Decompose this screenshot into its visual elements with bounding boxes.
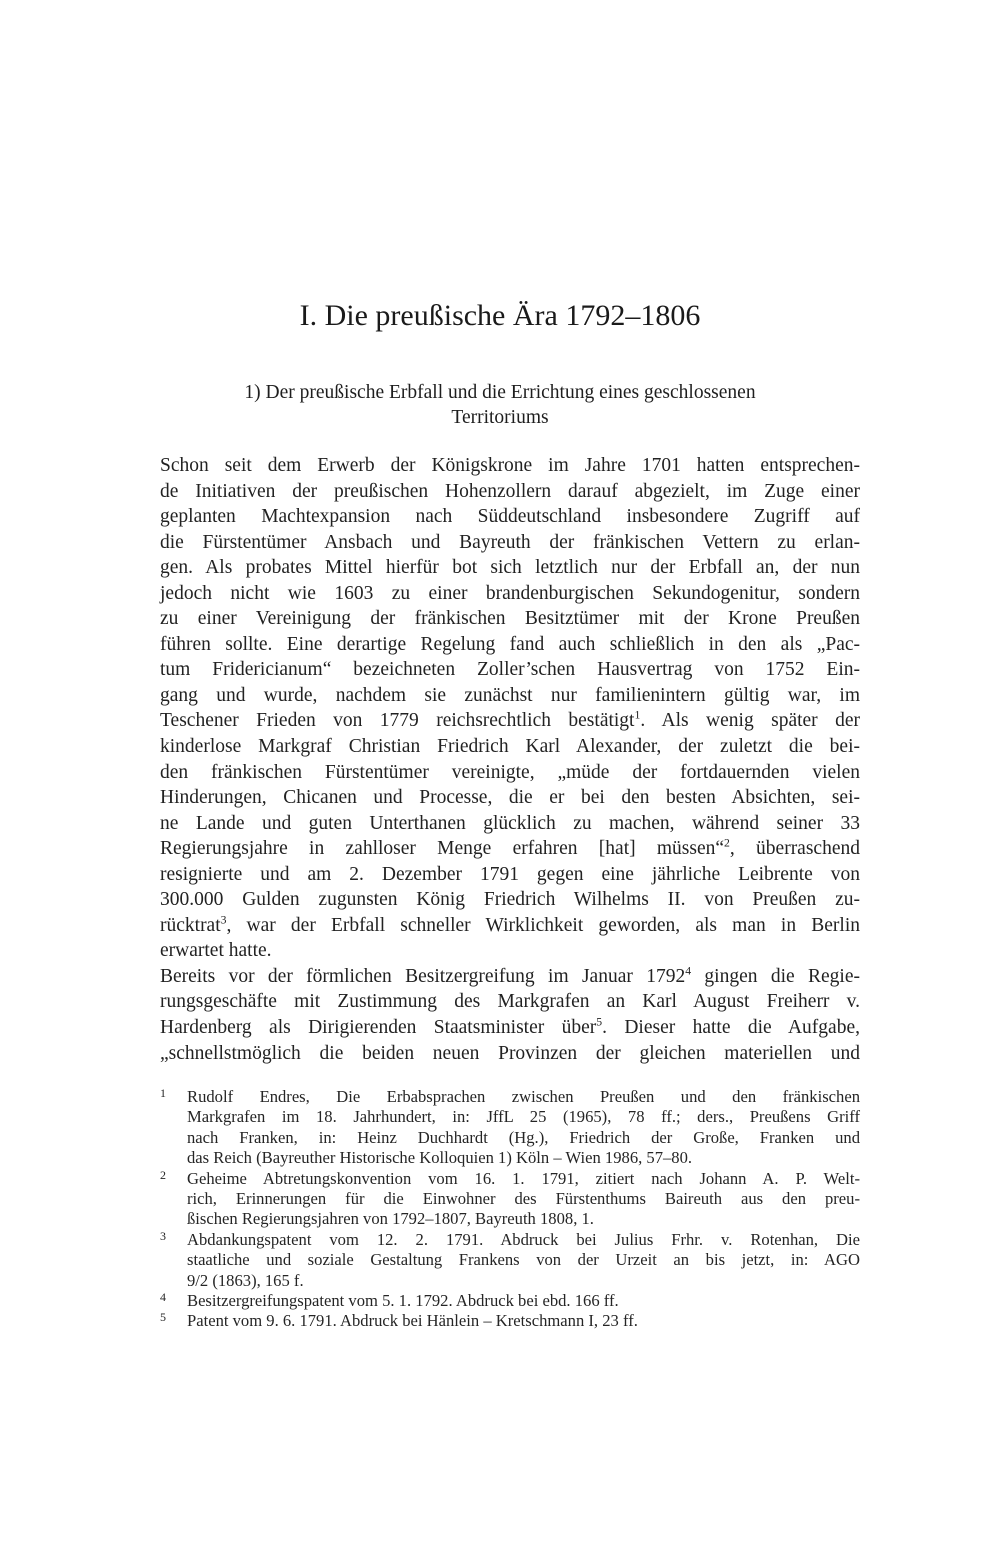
body-text-fragment: rücktrat (160, 914, 221, 936)
footnote-4 (160, 1291, 860, 1311)
body-text-fragment: Regierungsjahre in zahlloser Menge erfahren [hat] müssen“ (160, 838, 725, 860)
footnote-ref-1[interactable]: 1 (634, 708, 641, 722)
body-line: die Fürstentümer Ansbach und Bayreuth der fränkischen Vettern zu erlan- (160, 531, 860, 553)
footnote-ref-5[interactable]: 5 (596, 1015, 603, 1029)
chapter-title: I. Die preußische Ära 1792–1806 (299, 299, 701, 332)
section-title-line: Territoriums (451, 407, 549, 428)
body-line: „schnellstmöglich die beiden neuen Provinzen der gleichen materiellen und (160, 1042, 860, 1064)
body-line (160, 1015, 860, 1041)
body-line: 300.000 Gulden zugunsten König Friedrich Wilhelms II. von Preußen zu- (160, 889, 860, 911)
footnote-5 (160, 1311, 860, 1331)
body-line: ne Lande und guten Unterthanen glücklich zu machen, während seiner 33 (160, 812, 860, 834)
section-title (180, 380, 820, 430)
body-text-fragment: Hardenberg als Dirigierenden Staatsminister über (160, 1017, 597, 1039)
footnote-line: Markgrafen im 18. Jahrhundert, in: JffL 25 (1965), 78 ff.; ders., Preußens Griff (187, 1107, 860, 1127)
footnote-number: 2 (160, 1167, 166, 1182)
footnote-ref-3[interactable]: 3 (220, 913, 227, 927)
footnote-line: Geheime Abtretungskonvention vom 16. 1. 1791, zitiert nach Johann A. P. Welt- (187, 1168, 860, 1188)
footnote-2 (160, 1169, 860, 1230)
footnote-line: Patent vom 9. 6. 1791. Abdruck bei Hänlein – Kretschmann I, 23 ff. (187, 1311, 638, 1331)
footnote-3 (160, 1230, 860, 1291)
footnote-line: Rudolf Endres, Die Erbabsprachen zwischen Preußen und den fränkischen (187, 1087, 860, 1106)
body-line: kinderlose Markgraf Christian Friedrich Karl Alexander, der zuletzt die bei- (160, 736, 860, 758)
body-line: tum Fridericianum“ bezeichneten Zoller’schen Hausvertrag von 1752 Ein- (160, 659, 860, 681)
body-line (160, 708, 860, 734)
footnote-number: 1 (160, 1086, 166, 1100)
footnote-1 (160, 1087, 860, 1169)
body-line: gen. Als probates Mittel hierfür bot sich letztlich nur der Erbfall an, der nun (160, 557, 860, 579)
footnotes (160, 1087, 860, 1332)
footnote-line: rich, Erinnerungen für die Einwohner des Fürstenthums Baireuth aus den preu- (187, 1189, 860, 1209)
body-line: erwartet hatte. (160, 940, 272, 962)
body-text-fragment: Teschener Frieden von 1779 reichsrechtlich bestätigt (160, 710, 635, 732)
footnote-line: Besitzergreifungspatent vom 5. 1. 1792. Abdruck bei ebd. 166 ff. (187, 1291, 619, 1311)
body-text-fragment: . Als wenig später der (640, 710, 860, 732)
body-line: de Initiativen der preußischen Hohenzollern darauf abgezielt, im Zuge einer (160, 480, 860, 502)
body-line: rungsgeschäfte mit Zustimmung des Markgrafen an Karl August Freiherr v. (160, 991, 860, 1013)
body-line (160, 836, 860, 862)
footnote-line: Abdankungspatent vom 12. 2. 1791. Abdruck bei Julius Frhr. v. Rotenhan, Die (187, 1229, 860, 1249)
body-text-fragment: , überraschend (729, 838, 860, 860)
body-text-fragment: , war der Erbfall schneller Wirklichkeit geworden, als man in Berlin (226, 914, 860, 936)
body-line: Schon seit dem Erwerb der Königskrone im Jahre 1701 hatten entsprechen- (160, 455, 860, 476)
footnote-ref-4[interactable]: 4 (685, 964, 692, 978)
body-text-fragment: . Dieser hatte die Aufgabe, (602, 1017, 860, 1039)
footnote-number: 4 (160, 1290, 166, 1305)
body-line: resignierte und am 2. Dezember 1791 gegen eine jährliche Leibrente von (160, 863, 860, 885)
body-line: führen sollte. Eine derartige Regelung fand auch schließlich in den als „Pac- (160, 633, 860, 655)
footnote-number: 5 (160, 1310, 166, 1325)
body-paragraph (160, 453, 860, 1066)
body-line: zu einer Vereinigung der fränkischen Besitztümer mit der Krone Preußen (160, 608, 860, 630)
body-line (160, 913, 860, 939)
footnote-line: 9/2 (1863), 165 f. (187, 1270, 304, 1290)
body-text-fragment: Bereits vor der förmlichen Besitzergreifung im Januar 1792 (160, 965, 686, 987)
body-line: jedoch nicht wie 1603 zu einer brandenburgischen Sekundogenitur, sondern (160, 582, 860, 604)
footnote-number: 3 (160, 1228, 166, 1243)
footnote-line: ßischen Regierungsjahren von 1792–1807, Bayreuth 1808, 1. (187, 1209, 594, 1229)
footnote-line: das Reich (Bayreuther Historische Kolloquien 1) Köln – Wien 1986, 57–80. (187, 1148, 693, 1168)
footnote-ref-2[interactable]: 2 (724, 836, 730, 850)
body-line: geplanten Machtexpansion nach Süddeutschland insbesondere Zugriff auf (160, 506, 860, 528)
body-line: gang und wurde, nachdem sie zunächst nur familienintern gültig war, im (160, 684, 860, 706)
body-line (160, 964, 860, 990)
body-line: Hinderungen, Chicanen und Processe, die er bei den besten Absichten, sei- (160, 787, 860, 809)
body-line: den fränkischen Fürstentümer vereinigte, „müde der fortdauernden vielen (160, 761, 860, 783)
footnote-line: nach Franken, in: Heinz Duchhardt (Hg.), Friedrich der Große, Franken und (187, 1127, 860, 1147)
footnote-line: staatliche und soziale Gestaltung Frankens von der Urzeit an bis jetzt, in: AGO (187, 1250, 860, 1270)
body-text-fragment: gingen die Regie- (691, 965, 860, 987)
section-title-line: 1) Der preußische Erbfall und die Errichtung eines geschlossenen (244, 382, 756, 403)
